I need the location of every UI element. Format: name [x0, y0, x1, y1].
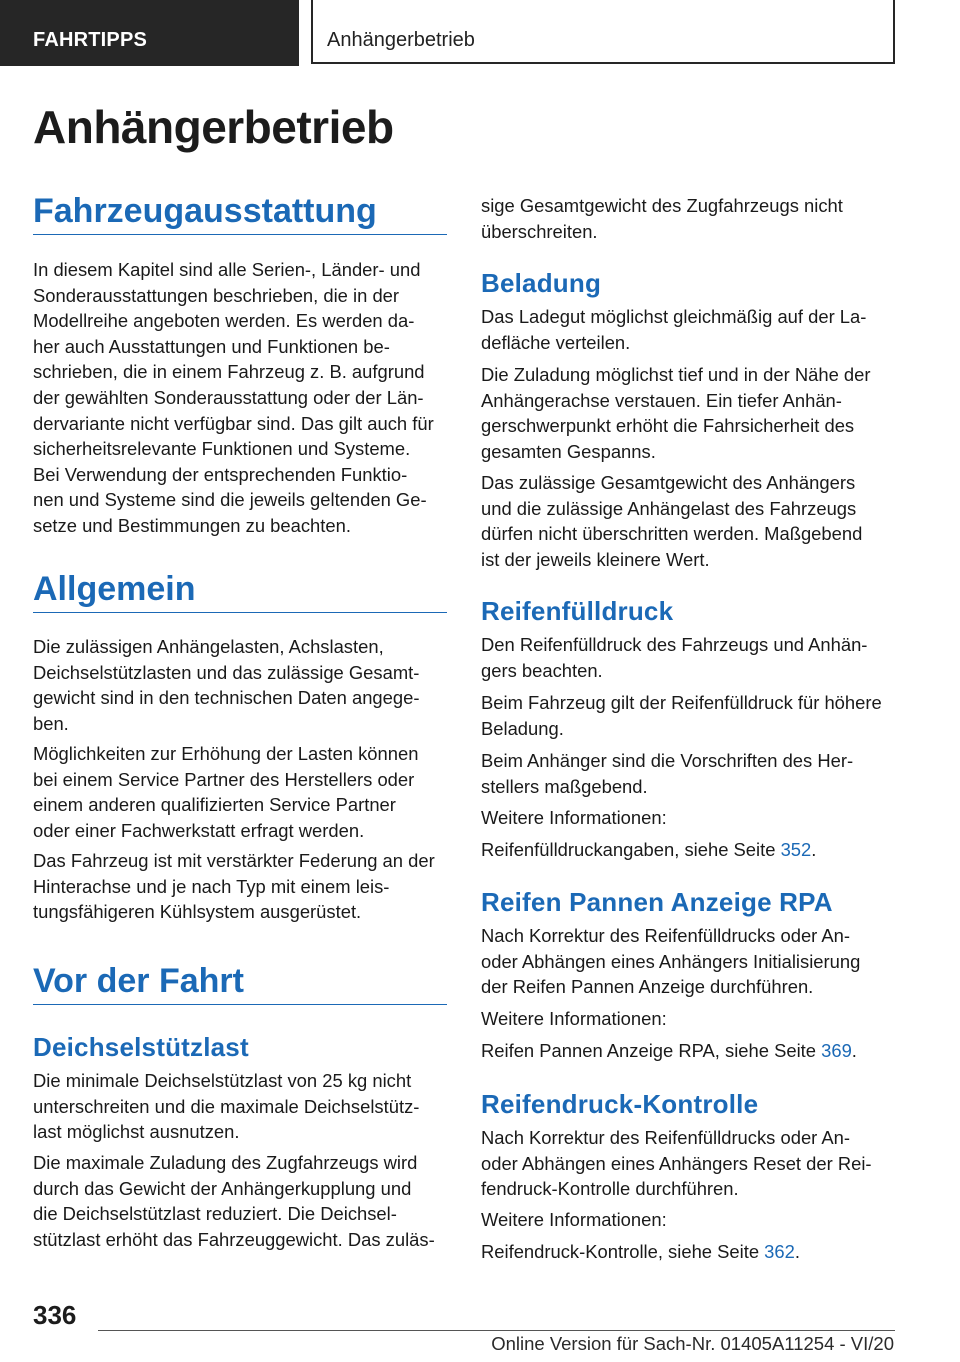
text-line: einem anderen qualifizierten Service Partner [33, 794, 396, 816]
text-line: defläche verteilen. [481, 331, 631, 353]
text-line: Beladung. [481, 717, 564, 739]
heading-rule [33, 1004, 447, 1005]
heading-rule [33, 612, 447, 613]
heading-vor-der-fahrt: Vor der Fahrt [33, 962, 244, 1000]
paragraph-beladung-2 [481, 362, 871, 464]
paragraph-allgemein-3 [33, 848, 435, 925]
page-title: Anhängerbetrieb [33, 101, 394, 153]
text-line: stützlast erhöht das Fahrzeuggewicht. Das zuläs- [33, 1228, 435, 1250]
page-link-352[interactable]: 352 [780, 839, 812, 860]
text-line: oder einer Fachwerkstatt erfragt werden. [33, 819, 365, 841]
text-line: durch das Gewicht der Anhängerkupplung und [33, 1177, 412, 1199]
text-line: tungsfähigeren Kühlsystem ausgerüstet. [33, 901, 362, 923]
subheading-rpa: Reifen Pannen Anzeige RPA [481, 887, 833, 917]
online-version-note: Online Version für Sach-Nr. 01405A11254 - VI/20 [491, 1333, 894, 1354]
text-line: überschreiten. [481, 220, 598, 242]
text-line: gers beachten. [481, 659, 603, 681]
text-line: sicherheitsrelevante Funktionen und Systeme. [33, 438, 411, 460]
heading-allgemein: Allgemein [33, 570, 196, 608]
text-line: In diesem Kapitel sind alle Serien-, Länder- und [33, 259, 421, 280]
text-line: ben. [33, 712, 69, 734]
chapter-tab[interactable]: FAHRTIPPS [0, 0, 299, 66]
text-line: Deichselstützlasten und das zulässige Gesamt- [33, 661, 420, 683]
paragraph-rdk [481, 1125, 872, 1202]
paragraph-continuation [481, 193, 843, 244]
heading-fahrzeugausstattung: Fahrzeugausstattung [33, 192, 377, 230]
text-line: fendruck-Kontrolle durchführen. [481, 1178, 739, 1200]
text-line: oder Abhängen eines Anhängers Reset der Rei- [481, 1152, 872, 1174]
subheading-reifendruck-kontrolle: Reifendruck-Kontrolle [481, 1089, 759, 1119]
paragraph-ausstattung [33, 257, 434, 539]
text-line: Anhängerachse verstauen. Ein tiefer Anhän- [481, 389, 842, 411]
cross-reference: Reifen Pannen Anzeige RPA, siehe Seite 369. [481, 1040, 857, 1061]
footer-rule [98, 1330, 895, 1331]
text-line: Möglichkeiten zur Erhöhung der Lasten können [33, 743, 419, 764]
subheading-deichselstuetzlast: Deichselstützlast [33, 1032, 249, 1062]
paragraph-rpa [481, 923, 860, 1000]
text-line: dervariante nicht verfügbar sind. Das gilt auch für [33, 412, 434, 434]
page-link-369[interactable]: 369 [821, 1040, 852, 1061]
subheading-reifenfuelldruck: Reifenfülldruck [481, 596, 674, 626]
text-line: last möglichst ausnutzen. [33, 1121, 240, 1143]
text-line: unterschreiten und die maximale Deichselstütz- [33, 1095, 420, 1117]
paragraph-beladung-1 [481, 304, 866, 355]
paragraph-reifen-3 [481, 748, 853, 799]
heading-rule [33, 234, 447, 235]
text-line: Modellreihe angeboten werden. Es werden da- [33, 310, 415, 332]
text-line: dürfen nicht überschritten werden. Maßgebend [481, 523, 863, 545]
text-line: der Reifen Pannen Anzeige durchführen. [481, 976, 814, 998]
text-line: Beim Anhänger sind die Vorschriften des Her- [481, 750, 854, 771]
paragraph-deichsel-2 [33, 1150, 435, 1252]
text-line: stellers maßgebend. [481, 775, 648, 797]
text-line: Das Ladegut möglichst gleichmäßig auf der La- [481, 306, 867, 327]
paragraph-beladung-3 [481, 470, 862, 572]
text-line: Bei Verwendung der entsprechenden Funktio- [33, 463, 408, 485]
more-info-label: Weitere Informationen: [481, 1209, 667, 1230]
text-line: nen und Systeme sind die jeweils geltenden Ge- [33, 489, 427, 511]
text-line: Die maximale Zuladung des Zugfahrzeugs wird [33, 1152, 418, 1173]
text-line: gesamten Gespanns. [481, 440, 656, 462]
text-line: Nach Korrektur des Reifenfülldrucks oder An- [481, 925, 851, 946]
text-line: setze und Bestimmungen zu beachten. [33, 514, 351, 536]
topic-tab[interactable]: Anhängerbetrieb [311, 0, 895, 64]
paragraph-reifen-2 [481, 690, 882, 741]
paragraph-reifen-1 [481, 632, 867, 683]
text-line: Nach Korrektur des Reifenfülldrucks oder An- [481, 1127, 851, 1148]
text-line: her auch Ausstattungen und Funktionen be- [33, 335, 390, 357]
text-line: ist der jeweils kleinere Wert. [481, 548, 710, 570]
text-line: Die zulässigen Anhängelasten, Achslasten, [33, 636, 384, 657]
text-line: oder Abhängen eines Anhängers Initialisierung [481, 950, 861, 972]
text-line: Die minimale Deichselstützlast von 25 kg nicht [33, 1070, 412, 1091]
cross-reference: Reifendruck-Kontrolle, siehe Seite 362. [481, 1241, 800, 1262]
text-line: sige Gesamtgewicht des Zugfahrzeugs nicht [481, 195, 843, 216]
cross-reference: Reifenfülldruckangaben, siehe Seite 352. [481, 839, 817, 860]
text-line: Das zulässige Gesamtgewicht des Anhängers [481, 472, 856, 493]
text-line: Das Fahrzeug ist mit verstärkter Federung an der [33, 850, 435, 871]
text-line: der gewählten Sonderausstattung oder der Län- [33, 386, 424, 408]
page-link-362[interactable]: 362 [764, 1241, 795, 1262]
text-line: gewicht sind in den technischen Daten angege- [33, 687, 420, 709]
paragraph-allgemein-1 [33, 634, 419, 736]
more-info-label: Weitere Informationen: [481, 1008, 667, 1029]
text-line: Hinterachse und je nach Typ mit einem leis- [33, 875, 390, 897]
text-line: Die Zuladung möglichst tief und in der Nähe der [481, 364, 871, 385]
text-line: die Deichselstützlast reduziert. Die Deichsel- [33, 1203, 397, 1225]
paragraph-deichsel-1 [33, 1068, 419, 1145]
subheading-beladung: Beladung [481, 268, 602, 298]
text-line: Beim Fahrzeug gilt der Reifenfülldruck für höhere [481, 692, 882, 713]
text-line: schrieben, die in einem Fahrzeug z. B. aufgrund [33, 361, 425, 383]
text-line: Den Reifenfülldruck des Fahrzeugs und Anhän- [481, 634, 868, 655]
text-line: bei einem Service Partner des Herstellers oder [33, 768, 415, 790]
more-info-label: Weitere Informationen: [481, 807, 667, 828]
paragraph-allgemein-2 [33, 741, 418, 843]
text-line: gerschwerpunkt erhöht die Fahrsicherheit des [481, 415, 855, 437]
text-line: und die zulässige Anhängelast des Fahrzeugs [481, 497, 857, 519]
page-number: 336 [33, 1300, 77, 1330]
text-line: Sonderausstattungen beschrieben, die in der [33, 284, 400, 306]
page-header [0, 0, 960, 66]
